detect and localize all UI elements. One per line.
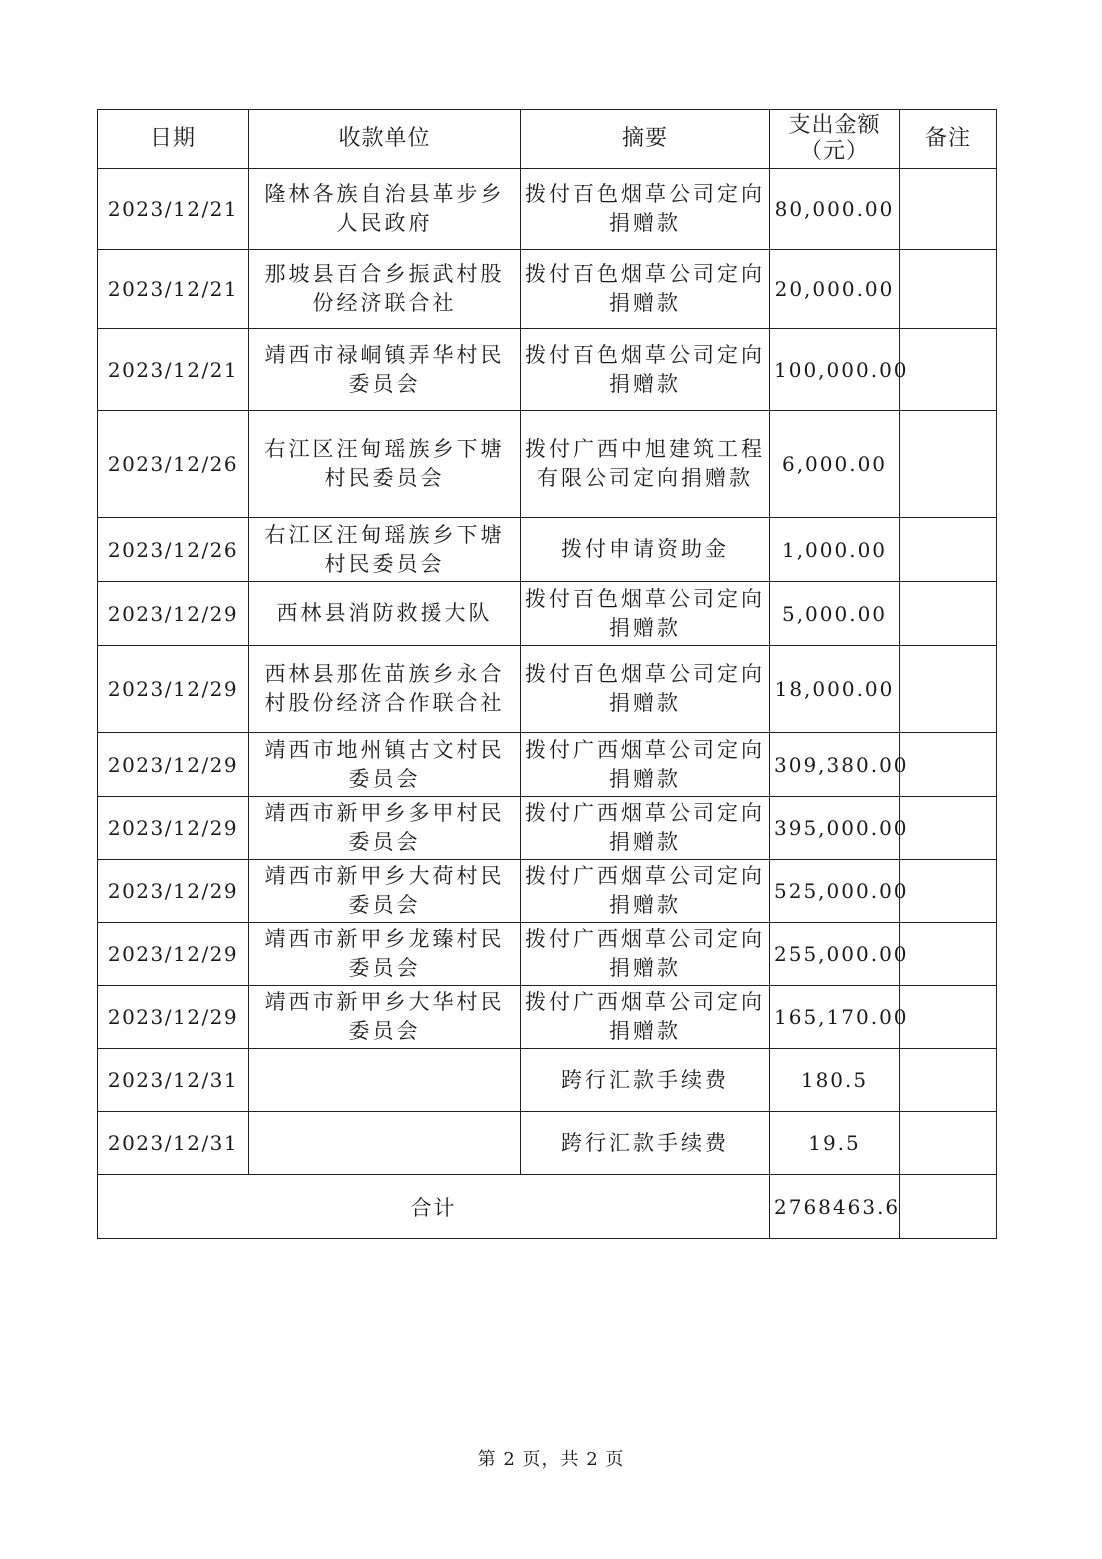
header-date: 日期 bbox=[98, 110, 249, 169]
total-label: 合计 bbox=[98, 1175, 770, 1239]
cell-amount: 6,000.00 bbox=[770, 411, 900, 518]
cell-memo: 拨付广西烟草公司定向捐赠款 bbox=[521, 733, 770, 797]
table-row bbox=[98, 518, 997, 582]
cell-date: 2023/12/26 bbox=[98, 518, 249, 582]
cell-payee: 隆林各族自治县革步乡人民政府 bbox=[249, 169, 521, 250]
cell-date: 2023/12/31 bbox=[98, 1049, 249, 1112]
total-note bbox=[900, 1175, 997, 1239]
cell-note bbox=[900, 923, 997, 986]
ledger-sheet bbox=[97, 109, 996, 1239]
header-memo: 摘要 bbox=[521, 110, 770, 169]
cell-note bbox=[900, 329, 997, 411]
cell-payee: 靖西市禄峒镇弄华村民委员会 bbox=[249, 329, 521, 411]
table-row bbox=[98, 411, 997, 518]
cell-memo: 跨行汇款手续费 bbox=[521, 1112, 770, 1175]
cell-payee: 右江区汪甸瑶族乡下塘村民委员会 bbox=[249, 411, 521, 518]
cell-payee: 靖西市新甲乡大荷村民委员会 bbox=[249, 860, 521, 923]
table-row bbox=[98, 1049, 997, 1112]
total-row bbox=[98, 1175, 997, 1239]
cell-amount: 80,000.00 bbox=[770, 169, 900, 250]
cell-date: 2023/12/29 bbox=[98, 860, 249, 923]
table-row bbox=[98, 986, 997, 1049]
cell-date: 2023/12/29 bbox=[98, 646, 249, 733]
cell-memo: 拨付广西中旭建筑工程有限公司定向捐赠款 bbox=[521, 411, 770, 518]
cell-date: 2023/12/31 bbox=[98, 1112, 249, 1175]
table-row bbox=[98, 169, 997, 250]
cell-amount: 20,000.00 bbox=[770, 250, 900, 329]
cell-amount: 18,000.00 bbox=[770, 646, 900, 733]
cell-payee: 靖西市地州镇古文村民委员会 bbox=[249, 733, 521, 797]
cell-note bbox=[900, 733, 997, 797]
cell-memo: 跨行汇款手续费 bbox=[521, 1049, 770, 1112]
cell-amount: 180.5 bbox=[770, 1049, 900, 1112]
cell-memo: 拨付广西烟草公司定向捐赠款 bbox=[521, 923, 770, 986]
table-row bbox=[98, 860, 997, 923]
cell-amount: 100,000.00 bbox=[770, 329, 900, 411]
cell-date: 2023/12/21 bbox=[98, 250, 249, 329]
cell-payee: 那坡县百合乡振武村股份经济联合社 bbox=[249, 250, 521, 329]
cell-memo: 拨付百色烟草公司定向捐赠款 bbox=[521, 646, 770, 733]
cell-memo: 拨付百色烟草公司定向捐赠款 bbox=[521, 582, 770, 646]
cell-date: 2023/12/29 bbox=[98, 582, 249, 646]
cell-note bbox=[900, 646, 997, 733]
total-amount: 2768463.6 bbox=[770, 1175, 900, 1239]
cell-memo: 拨付广西烟草公司定向捐赠款 bbox=[521, 860, 770, 923]
cell-note bbox=[900, 986, 997, 1049]
table-row bbox=[98, 1112, 997, 1175]
cell-payee: 靖西市新甲乡多甲村民委员会 bbox=[249, 797, 521, 860]
cell-memo: 拨付广西烟草公司定向捐赠款 bbox=[521, 986, 770, 1049]
header-note: 备注 bbox=[900, 110, 997, 169]
table-row bbox=[98, 250, 997, 329]
table-row bbox=[98, 329, 997, 411]
cell-amount: 19.5 bbox=[770, 1112, 900, 1175]
cell-date: 2023/12/29 bbox=[98, 923, 249, 986]
cell-note bbox=[900, 860, 997, 923]
cell-memo: 拨付百色烟草公司定向捐赠款 bbox=[521, 250, 770, 329]
cell-note bbox=[900, 250, 997, 329]
table-row bbox=[98, 646, 997, 733]
cell-payee: 靖西市新甲乡龙臻村民委员会 bbox=[249, 923, 521, 986]
header-amount-line1: 支出金额 bbox=[788, 113, 881, 138]
cell-memo: 拨付百色烟草公司定向捐赠款 bbox=[521, 169, 770, 250]
cell-date: 2023/12/29 bbox=[98, 986, 249, 1049]
cell-note bbox=[900, 582, 997, 646]
page-number: 第 2 页，共 2 页 bbox=[477, 1449, 625, 1470]
cell-payee: 靖西市新甲乡大华村民委员会 bbox=[249, 986, 521, 1049]
table-row bbox=[98, 923, 997, 986]
cell-memo: 拨付百色烟草公司定向捐赠款 bbox=[521, 329, 770, 411]
table-row bbox=[98, 797, 997, 860]
cell-payee: 西林县消防救援大队 bbox=[249, 582, 521, 646]
cell-amount: 255,000.00 bbox=[770, 923, 900, 986]
cell-date: 2023/12/21 bbox=[98, 329, 249, 411]
cell-amount: 5,000.00 bbox=[770, 582, 900, 646]
cell-note bbox=[900, 797, 997, 860]
header-amount bbox=[770, 110, 900, 169]
table-row bbox=[98, 733, 997, 797]
cell-date: 2023/12/29 bbox=[98, 733, 249, 797]
cell-date: 2023/12/21 bbox=[98, 169, 249, 250]
header-payee: 收款单位 bbox=[249, 110, 521, 169]
cell-date: 2023/12/29 bbox=[98, 797, 249, 860]
header-row bbox=[98, 110, 997, 169]
cell-note bbox=[900, 169, 997, 250]
cell-amount: 309,380.00 bbox=[770, 733, 900, 797]
cell-payee bbox=[249, 1049, 521, 1112]
cell-amount: 525,000.00 bbox=[770, 860, 900, 923]
table-row bbox=[98, 582, 997, 646]
cell-amount: 1,000.00 bbox=[770, 518, 900, 582]
cell-note bbox=[900, 518, 997, 582]
cell-note bbox=[900, 1112, 997, 1175]
cell-payee bbox=[249, 1112, 521, 1175]
cell-amount: 395,000.00 bbox=[770, 797, 900, 860]
header-amount-line2: （元） bbox=[799, 139, 869, 164]
cell-date: 2023/12/26 bbox=[98, 411, 249, 518]
cell-note bbox=[900, 411, 997, 518]
cell-payee: 右江区汪甸瑶族乡下塘村民委员会 bbox=[249, 518, 521, 582]
cell-memo: 拨付申请资助金 bbox=[521, 518, 770, 582]
cell-amount: 165,170.00 bbox=[770, 986, 900, 1049]
cell-note bbox=[900, 1049, 997, 1112]
cell-memo: 拨付广西烟草公司定向捐赠款 bbox=[521, 797, 770, 860]
expense-table bbox=[97, 109, 997, 1239]
cell-payee: 西林县那佐苗族乡永合村股份经济合作联合社 bbox=[249, 646, 521, 733]
